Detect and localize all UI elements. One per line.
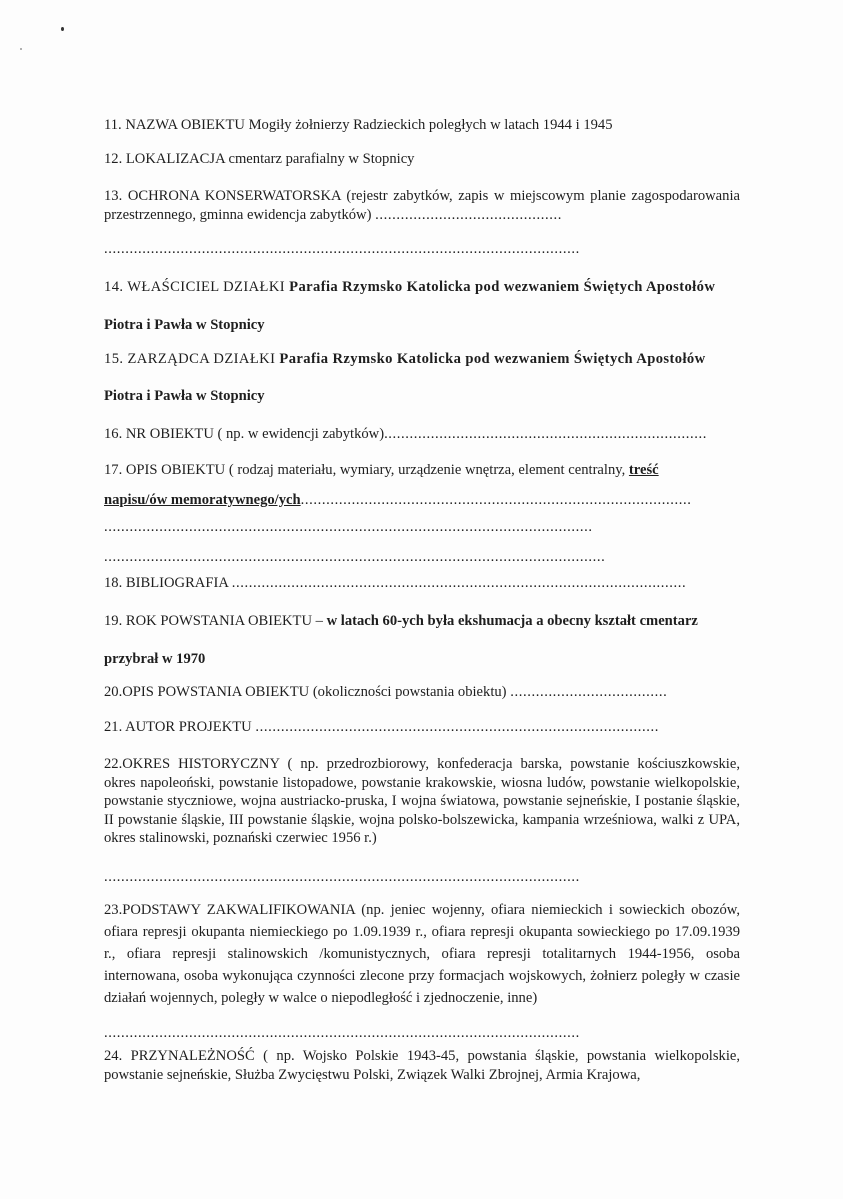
item-15-value-cont: Piotra i Pawła w Stopnicy	[104, 388, 265, 404]
item-13	[104, 187, 740, 224]
item-19-value: w latach 60-ych była ekshumacja a obecny kształt cmentarz	[326, 613, 698, 629]
item-18-label: 18. BIBLIOGRAFIA	[104, 575, 229, 591]
item-11-value: Mogiły żołnierzy Radzieckich poległych w latach 1944 i 1945	[248, 117, 613, 133]
item-17	[104, 459, 740, 481]
item-21-label: 21. AUTOR PROJEKTU	[104, 719, 252, 735]
item-15-value: Parafia Rzymsko Katolicka pod wezwaniem Świętych Apostołów	[279, 351, 706, 367]
scan-speck	[61, 27, 64, 31]
item-20-label: 20.OPIS POWSTANIA OBIEKTU (okoliczności powstania obiektu)	[104, 684, 507, 700]
item-23-dotline: ................................................................................................................	[104, 1025, 580, 1041]
item-23: 23.PODSTAWY ZAKWALIFIKOWANIA (np. jeniec wojenny, ofiara niemieckich i sowieckich obozów, ofiara represji okupanta niemieckiego po 1.09.1939 r., ofiara represji okupanta sowieckiego po 17.09.1939 r., ofiara represji stalinowskich /komunistycznych, ofiara represji totalitarnych 1944-1956, osoba internowana, osoba wykonująca czynności zlecone przy formacjach wojskowych, żołnierz poległy w czasie działań wojennych, poległy w walce o niepodległość i zjednoczenie, inne)	[104, 902, 740, 1006]
item-19-label: 19. ROK POWSTANIA OBIEKTU –	[104, 613, 323, 629]
item-17-dots: ............................................................................................	[300, 492, 692, 508]
item-11	[104, 114, 740, 136]
item-17-cont	[104, 489, 740, 511]
item-16-dots: ............................................................................	[384, 426, 707, 442]
item-20-dots: .....................................	[510, 684, 668, 700]
item-13-dots: ............................................	[375, 206, 563, 223]
item-24: 24. PRZYNALEŻNOŚĆ ( np. Wojsko Polskie 1943-45, powstania śląskie, powstania wielkopolskie, powstanie sejneńskie, Służba Zwycięstwu Polski, Związek Walki Zbrojnej, Armia Krajowa,	[104, 1048, 740, 1083]
item-17-underlined: treść	[628, 462, 659, 478]
item-12-value: cmentarz parafialny w Stopnicy	[228, 151, 415, 167]
item-17-underlined-cont: napisu/ów memoratywnego/ych	[104, 492, 301, 508]
item-21	[104, 716, 740, 738]
item-15	[104, 348, 740, 370]
item-14	[104, 276, 740, 298]
item-13-dotline: ................................................................................................................	[104, 241, 580, 257]
item-18	[104, 572, 740, 594]
item-11-label: 11. NAZWA OBIEKTU	[104, 117, 245, 133]
item-12	[104, 148, 740, 170]
item-14-value: Parafia Rzymsko Katolicka pod wezwaniem Świętych Apostołów	[289, 279, 716, 295]
item-18-dots: ...........................................................................................................	[231, 575, 687, 591]
item-17-dotline: ...................................................................................................................	[104, 519, 593, 535]
item-17-label: 17. OPIS OBIEKTU ( rodzaj materiału, wymiary, urządzenie wnętrza, element centralny,	[104, 462, 626, 478]
item-13-text: 13. OCHRONA KONSERWATORSKA (rejestr zabytków, zapis w miejscowym planie zagospodarowania przestrzennego, gminna ewidencja zabytków)	[104, 188, 740, 223]
item-22: 22.OKRES HISTORYCZNY ( np. przedrozbiorowy, konfederacja barska, powstanie kościuszkowskie, okres napoleoński, powstanie listopadowe, powstanie krakowskie, wiosna ludów, powstanie wielkopolskie, powstanie styczniowe, wojna austriacko-pruska, I wojna światowa, powstanie sejneńskie, I postanie śląskie, II powstanie śląskie, III powstanie śląskie, wojna polsko-bolszewicka, kampania wrześniowa, walki z UPA, okres stalinowski, poznański czerwiec 1956 r.)	[104, 756, 740, 846]
item-20	[104, 681, 740, 703]
scan-speck	[20, 48, 22, 50]
item-16-label: 16. NR OBIEKTU ( np. w ewidencji zabytków)	[104, 426, 385, 442]
item-22-dotline: ................................................................................................................	[104, 869, 580, 885]
item-15-label: 15. ZARZĄDCA DZIAŁKI	[104, 351, 276, 367]
item-17-dotline: ......................................................................................................................	[104, 549, 606, 565]
item-12-label: 12. LOKALIZACJA	[104, 151, 225, 167]
item-14-label: 14. WŁAŚCICIEL DZIAŁKI	[104, 279, 286, 295]
item-19-value-cont: przybrał w 1970	[104, 651, 206, 667]
item-21-dots: ...............................................................................................	[255, 719, 659, 735]
item-16	[104, 423, 740, 445]
item-14-value-cont: Piotra i Pawła w Stopnicy	[104, 317, 265, 333]
item-19	[104, 610, 740, 632]
